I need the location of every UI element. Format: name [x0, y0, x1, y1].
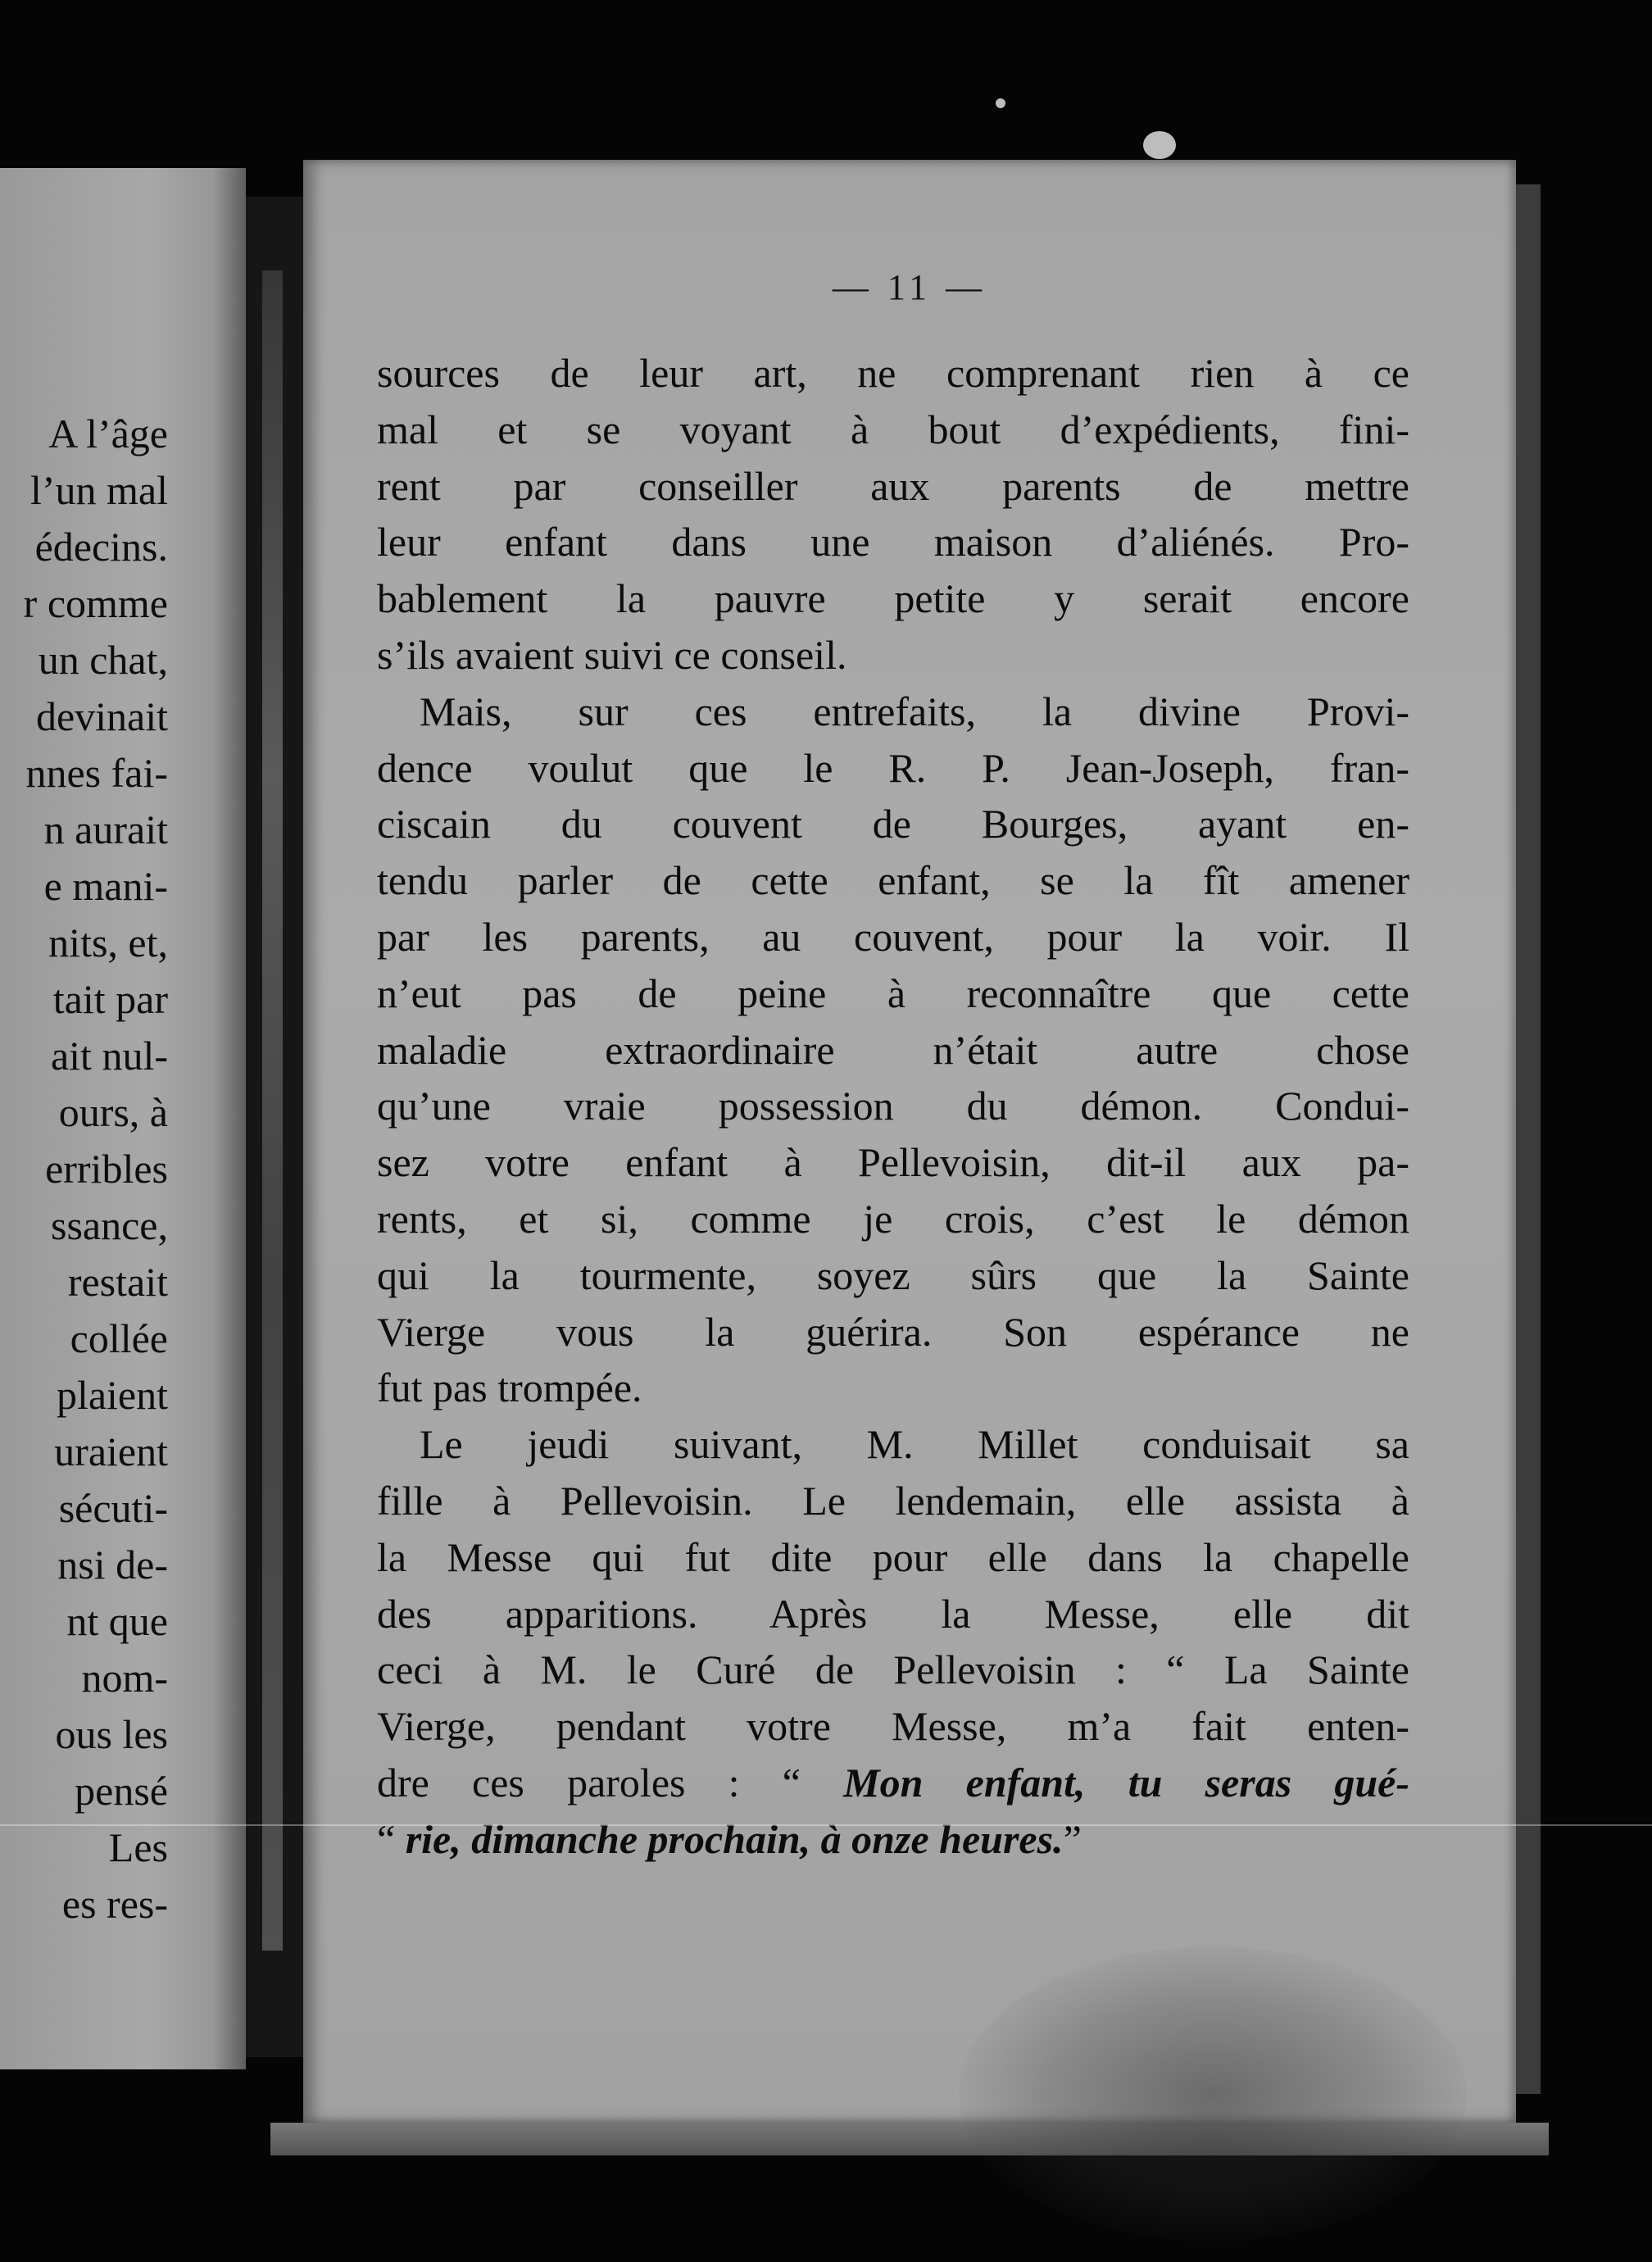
torn-paper-edge [262, 270, 283, 1951]
text-line: tait par [52, 976, 168, 1022]
page-body-text [377, 345, 1409, 1868]
paper-speck [1143, 131, 1176, 159]
text-line: maladie extraordinaire n’était autre chose [377, 1026, 1409, 1073]
text-line: ciscain du couvent de Bourges, ayant en- [377, 801, 1409, 847]
text-line: es res- [61, 1881, 168, 1927]
text-line: mal et se voyant à bout d’expédients, fini- [377, 406, 1409, 452]
text-line: n’eut pas de peine à reconnaître que cette [377, 970, 1409, 1016]
book-page [303, 160, 1516, 2123]
text-line: sécuti- [58, 1485, 168, 1531]
text-span: ” [1063, 1815, 1082, 1862]
water-stain [959, 1946, 1467, 2242]
text-line: collée [70, 1315, 168, 1361]
text-line: devinait [35, 693, 168, 739]
text-line: bablement la pauvre petite y serait encore [377, 575, 1409, 622]
text-line: rents, et si, comme je crois, c’est le démon [377, 1195, 1409, 1242]
text-span: “ [377, 1815, 406, 1862]
text-line: uraient [54, 1429, 168, 1474]
text-line: plaient [56, 1372, 168, 1418]
text-line: rent par conseiller aux parents de mettre [377, 462, 1409, 509]
italic-quote: Mon enfant, tu seras gué- [843, 1759, 1410, 1806]
text-line: ours, à [58, 1089, 168, 1135]
italic-quote: rie, dimanche prochain, à onze heures. [405, 1815, 1064, 1862]
text-line: Mais, sur ces entrefaits, la divine Provi- [420, 688, 1409, 734]
text-line: A l’âge [48, 411, 168, 456]
text-line: restait [67, 1259, 168, 1305]
text-line: ssance, [51, 1202, 168, 1248]
text-line: Les [108, 1824, 168, 1870]
text-line: des apparitions. Après la Messe, elle dit [377, 1590, 1409, 1637]
text-line: nsi de- [57, 1542, 168, 1587]
text-line [377, 1811, 1409, 1868]
previous-page-fragment [0, 168, 246, 2069]
text-line: fut pas trompée. [377, 1365, 642, 1411]
text-line: édecins. [34, 524, 168, 570]
text-line: nnes fai- [25, 750, 168, 796]
text-line: e mani- [43, 863, 168, 909]
text-line: Vierge, pendant votre Messe, m’a fait enten- [377, 1703, 1409, 1750]
scan-artifact-line [0, 1824, 1652, 1826]
text-line [377, 1755, 1409, 1811]
text-line: qui la tourmente, soyez sûrs que la Sainte [377, 1251, 1409, 1298]
text-line: ceci à M. le Curé de Pellevoisin : “ La Sainte [377, 1647, 1409, 1693]
paper-speck [996, 98, 1005, 108]
text-line: ous les [55, 1711, 168, 1757]
text-line: la Messe qui fut dite pour elle dans la chapelle [377, 1533, 1409, 1580]
text-line: sez votre enfant à Pellevoisin, dit-il aux pa- [377, 1139, 1409, 1186]
text-line: n aurait [43, 806, 168, 852]
text-line: nits, et, [48, 920, 168, 965]
text-line: fille à Pellevoisin. Le lendemain, elle assista à [377, 1477, 1409, 1524]
text-line: pensé [75, 1768, 168, 1814]
text-line: Le jeudi suivant, M. Millet conduisait sa [420, 1421, 1409, 1468]
page-number: — 11 — [832, 267, 987, 307]
text-line: un chat, [38, 637, 168, 683]
text-line: tendu parler de cette enfant, se la fît amener [377, 857, 1409, 904]
text-line: ait nul- [50, 1033, 168, 1079]
text-line: nom- [81, 1655, 168, 1701]
text-line: leur enfant dans une maison d’aliénés. Pro- [377, 519, 1409, 566]
text-line: Vierge vous la guérira. Son espérance ne [377, 1308, 1409, 1355]
text-line: sources de leur art, ne comprenant rien à ce [377, 350, 1409, 396]
page-stack-edge [1516, 184, 1541, 2094]
text-span: dre ces paroles : “ [377, 1759, 844, 1806]
text-line: par les parents, au couvent, pour la voir. Il [377, 913, 1409, 960]
text-line: qu’une vraie possession du démon. Condui- [377, 1083, 1409, 1129]
text-line: erribles [45, 1146, 168, 1192]
text-line: s’ils avaient suivi ce conseil. [377, 631, 847, 678]
text-line: nt que [66, 1598, 168, 1644]
text-line: l’un mal [30, 467, 168, 513]
text-line: r comme [23, 580, 168, 626]
previous-page-text [0, 406, 168, 1933]
text-line: dence voulut que le R. P. Jean-Joseph, fran- [377, 744, 1409, 791]
